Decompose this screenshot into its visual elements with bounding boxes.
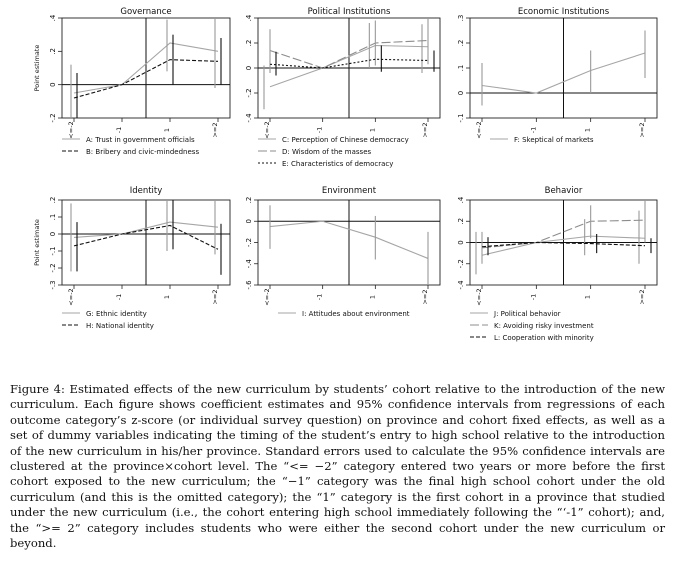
y-tick-label: -.3 <box>49 280 57 290</box>
legend-label: A: Trust in government officials <box>86 136 195 144</box>
legend-label: G: Ethnic identity <box>86 310 147 318</box>
x-tick-label: -1 <box>529 126 538 134</box>
panel-title: Governance <box>120 7 172 17</box>
y-tick-label: .2 <box>49 47 57 55</box>
y-tick-label: .3 <box>457 14 465 22</box>
x-tick-label: 1 <box>368 294 377 300</box>
x-tick-label: 1 <box>583 127 592 133</box>
chart-panel-3 <box>33 186 230 330</box>
x-tick-label: <=-2 <box>263 121 271 139</box>
y-tick-label: .2 <box>245 39 253 47</box>
y-tick-label: .4 <box>245 14 253 22</box>
legend-label: F: Skeptical of markets <box>514 136 594 144</box>
y-tick-label: .2 <box>457 39 465 47</box>
legend-label: L: Cooperation with minority <box>494 334 594 342</box>
x-tick-label: >=2 <box>638 289 646 305</box>
caption-text: Figure 4: Estimated effects of the new curriculum by students’ cohort relative to the introduction of the new curriculum. Each figure shows coefficient estimates and 95% confidence intervals from regressions of each outcome category’s z-score (or individual survey question) on province and cohort fixed effects, as well as a set of dummy variables indicating the timing of the student’s entry to high school relative to the introduction of the new curriculum in his/her province. Standard errors used to calculate the 95% confidence intervals are clustered at the province×cohort level. The “<= −2” category entered two years or more before the first cohort exposed to the new curriculum; the “−1” category was the final high school cohort under the old curriculum (and this is the omitted category); the “1” category is the first cohort in a province that studied under the new curriculum (i.e., the cohort entering high school immediately following the “‘-1” cohort); and, the “>= 2” category includes students who were either the second cohort under the new curriculum or beyond. <box>10 382 665 551</box>
chart-panel-5 <box>457 186 657 342</box>
x-tick-label: -1 <box>315 126 324 134</box>
x-tick-label: -1 <box>115 293 123 301</box>
x-tick-label: 1 <box>583 294 592 300</box>
y-tick-label: .1 <box>49 213 57 221</box>
y-tick-label: 0 <box>245 219 253 224</box>
legend-label: B: Bribery and civic-mindedness <box>86 148 200 156</box>
y-axis-label: Point estimate <box>33 44 41 92</box>
y-tick-label: -.4 <box>245 113 253 123</box>
figure-caption <box>10 382 665 551</box>
x-tick-label: <=-2 <box>67 288 75 306</box>
x-tick-label: -1 <box>315 293 324 301</box>
x-tick-label: >=2 <box>421 289 429 305</box>
x-tick-label: >=2 <box>211 122 219 138</box>
chart-panel-1 <box>245 7 440 168</box>
legend-label: K: Avoiding risky investment <box>494 322 594 330</box>
y-tick-label: .4 <box>49 14 57 22</box>
legend-label: D: Wisdom of the masses <box>282 148 372 156</box>
legend-label: J: Political behavior <box>494 310 561 318</box>
y-tick-label: -.1 <box>49 246 57 256</box>
x-tick-label: 1 <box>163 294 171 300</box>
y-tick-label: -.2 <box>457 259 465 269</box>
y-tick-label: .2 <box>457 217 465 225</box>
chart-panel-2 <box>457 7 657 144</box>
y-tick-label: 0 <box>49 82 57 87</box>
y-tick-label: .1 <box>457 64 465 72</box>
x-tick-label: >=2 <box>211 289 219 305</box>
y-tick-label: -.4 <box>245 259 253 269</box>
y-tick-label: .2 <box>49 196 57 204</box>
y-tick-label: -.1 <box>457 113 465 123</box>
panel-title: Environment <box>321 186 377 196</box>
panel-title: Identity <box>129 186 163 196</box>
y-tick-label: 0 <box>245 65 253 71</box>
x-tick-label: >=2 <box>638 122 646 138</box>
y-tick-label: -.4 <box>457 280 465 290</box>
y-tick-label: .4 <box>457 196 465 204</box>
x-tick-label: <=-2 <box>475 121 483 139</box>
y-tick-label: 0 <box>49 231 57 237</box>
panel-title: Economic Institutions <box>517 7 610 17</box>
x-tick-label: 1 <box>163 127 171 133</box>
y-axis-label: Point estimate <box>33 219 41 266</box>
legend-label: H: National identity <box>86 322 154 330</box>
y-tick-label: .2 <box>245 196 253 204</box>
legend-label: E: Characteristics of democracy <box>282 160 394 168</box>
x-tick-label: <=-2 <box>263 288 271 306</box>
legend-label: C: Perception of Chinese democracy <box>282 136 409 144</box>
x-tick-label: <=-2 <box>475 288 483 306</box>
panel-title: Behavior <box>544 186 583 196</box>
x-tick-label: 1 <box>368 127 377 133</box>
y-tick-label: 0 <box>457 90 465 96</box>
legend-label: I: Attitudes about environment <box>302 310 410 318</box>
y-tick-label: -.2 <box>245 237 253 248</box>
x-tick-label: -1 <box>115 126 123 134</box>
y-tick-label: -.2 <box>49 113 57 123</box>
chart-panel-4 <box>245 186 440 318</box>
x-tick-label: <=-2 <box>67 121 75 139</box>
x-tick-label: -1 <box>529 293 538 301</box>
y-tick-label: -.2 <box>245 88 253 98</box>
x-tick-label: >=2 <box>421 122 429 138</box>
y-tick-label: -.6 <box>245 280 253 290</box>
y-tick-label: 0 <box>457 240 465 245</box>
panel-title: Political Institutions <box>307 7 391 17</box>
y-tick-label: -.2 <box>49 263 57 273</box>
chart-panel-0 <box>33 7 230 156</box>
